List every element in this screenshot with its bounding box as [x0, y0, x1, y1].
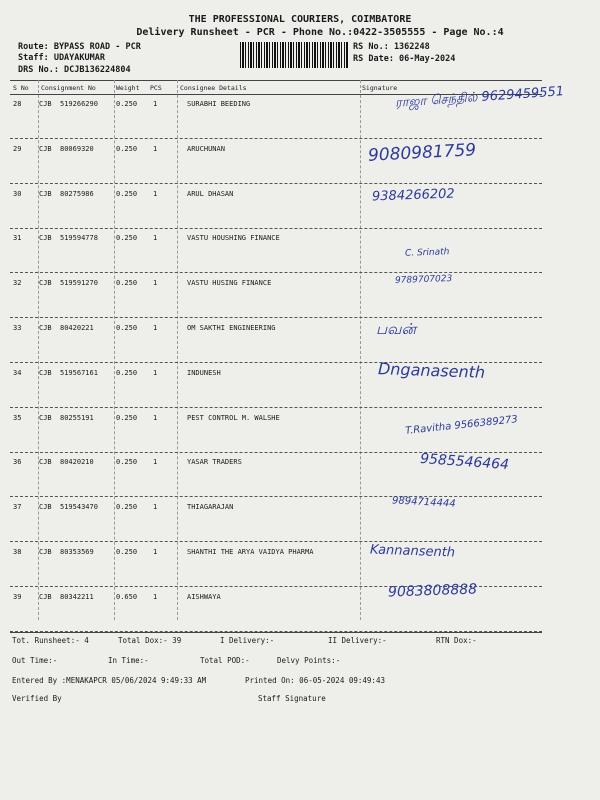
- column-divider: [360, 80, 361, 620]
- row-signature: T.Ravitha 9566389273: [404, 413, 519, 437]
- row-weight: 0.250: [116, 368, 138, 377]
- ii-delivery: II Delivery:-: [328, 636, 387, 645]
- row-consignee: ARUCHUNAN: [187, 144, 225, 153]
- row-signature: 9384266202: [371, 186, 455, 205]
- rs-number: RS No.: 1362248: [353, 42, 430, 52]
- row-weight: 0.250: [116, 413, 138, 422]
- row-consignee: AISHWAYA: [187, 592, 221, 601]
- row-weight: 0.250: [116, 144, 138, 153]
- in-time: In Time:-: [108, 656, 149, 665]
- row-prefix: CJB: [39, 368, 52, 377]
- row-divider: [10, 541, 542, 542]
- column-divider: [177, 80, 178, 620]
- row-prefix: CJB: [39, 100, 52, 108]
- row-pcs: 1: [153, 100, 158, 108]
- row-weight: 0.250: [116, 324, 138, 332]
- total-dox: Total Dox:- 39: [118, 636, 182, 645]
- row-consignment-no: 80275986: [60, 189, 94, 198]
- row-divider: [10, 496, 542, 497]
- route-text: Route: BYPASS ROAD - PCR: [18, 42, 141, 52]
- row-pcs: 1: [153, 413, 158, 422]
- row-signature: பவன்: [376, 320, 417, 338]
- row-sno: 35: [13, 413, 22, 422]
- row-divider: [10, 317, 542, 318]
- row-signature: Dnganasenth: [377, 358, 486, 382]
- row-sno: 31: [13, 234, 22, 243]
- row-pcs: 1: [153, 189, 158, 198]
- row-signature: 9789707023: [394, 274, 453, 287]
- row-pcs: 1: [153, 368, 158, 377]
- company-title: THE PROFESSIONAL COURIERS, COIMBATORE: [188, 14, 412, 25]
- row-sno: 32: [13, 279, 22, 288]
- col-consignee: Consignee Details: [180, 84, 247, 92]
- row-pcs: 1: [153, 144, 158, 153]
- verified-by: Verified By: [12, 694, 62, 703]
- row-prefix: CJB: [39, 234, 52, 243]
- col-sno: S No: [13, 84, 29, 92]
- row-consignee: VASTU HOUSHING FINANCE: [187, 234, 280, 243]
- rtn-dox: RTN Dox:-: [436, 636, 477, 645]
- row-sno: 34: [13, 368, 22, 377]
- printed-on: Printed On: 06-05-2024 09:49:43: [245, 676, 385, 685]
- row-consignment-no: 519591270: [60, 279, 98, 288]
- row-sno: 36: [13, 458, 22, 467]
- row-sno: 37: [13, 503, 22, 512]
- row-weight: 0.650: [116, 592, 138, 601]
- row-sno: 29: [13, 144, 22, 153]
- row-consignee: SURABHI BEEDING: [187, 100, 251, 108]
- row-consignment-no: 519543470: [60, 503, 98, 512]
- row-prefix: CJB: [39, 189, 52, 198]
- row-prefix: CJB: [39, 413, 52, 422]
- row-consignment-no: 80255191: [60, 413, 94, 422]
- row-consignment-no: 519266290: [60, 100, 98, 108]
- tot-runsheet: Tot. Runsheet:- 4: [12, 636, 89, 645]
- row-pcs: 1: [153, 458, 158, 467]
- row-weight: 0.250: [116, 100, 138, 108]
- table-bottom-border: [10, 632, 542, 633]
- col-consignment: Consignment No: [41, 84, 96, 92]
- row-pcs: 1: [153, 279, 158, 288]
- row-divider: [10, 452, 542, 453]
- row-consignment-no: 80353569: [60, 548, 94, 556]
- row-pcs: 1: [153, 592, 158, 601]
- row-prefix: CJB: [39, 144, 52, 153]
- barcode: [240, 42, 348, 68]
- delvy-points: Delvy Points:-: [277, 656, 341, 665]
- out-time: Out Time:-: [12, 656, 58, 665]
- row-consignment-no: 80420221: [60, 324, 94, 332]
- col-signature: Signature: [362, 84, 398, 92]
- row-sno: 28: [13, 100, 22, 108]
- drs-number: DRS No.: DCJB136224804: [18, 65, 131, 75]
- row-sno: 30: [13, 189, 22, 198]
- row-consignment-no: 80420210: [60, 458, 94, 467]
- i-delivery: I Delivery:-: [220, 636, 275, 645]
- row-consignee: THIAGARAJAN: [187, 503, 234, 512]
- row-divider: [10, 272, 542, 273]
- row-weight: 0.250: [116, 279, 138, 288]
- row-signature: 9585546464: [419, 451, 510, 474]
- row-weight: 0.250: [116, 189, 138, 198]
- col-pcs: PCS: [150, 84, 162, 92]
- row-consignment-no: 80342211: [60, 592, 94, 601]
- row-signature: 9083808888: [387, 581, 478, 601]
- row-prefix: CJB: [39, 503, 52, 512]
- row-prefix: CJB: [39, 324, 52, 332]
- row-pcs: 1: [153, 548, 158, 556]
- row-consignment-no: 519594778: [60, 234, 98, 243]
- row-pcs: 1: [153, 234, 158, 243]
- row-prefix: CJB: [39, 548, 52, 556]
- row-divider: [10, 138, 542, 139]
- rs-date: RS Date: 06-May-2024: [353, 54, 456, 64]
- row-consignee: VASTU HUSING FINANCE: [187, 279, 272, 288]
- col-weight: Weight: [116, 84, 140, 92]
- staff-signature: Staff Signature: [258, 694, 326, 703]
- row-weight: 0.250: [116, 503, 138, 512]
- runsheet-subtitle: Delivery Runsheet - PCR - Phone No.:0422-3505555 - Page No.:4: [136, 27, 504, 38]
- row-sno: 33: [13, 324, 22, 332]
- row-divider: [10, 183, 542, 184]
- row-prefix: CJB: [39, 592, 52, 601]
- row-divider: [10, 228, 542, 229]
- row-prefix: CJB: [39, 458, 52, 467]
- row-weight: 0.250: [116, 458, 138, 467]
- row-weight: 0.250: [116, 548, 138, 556]
- column-divider: [38, 80, 39, 620]
- column-divider: [114, 80, 115, 620]
- table-top-border: [10, 80, 542, 81]
- row-consignment-no: 519567161: [60, 368, 98, 377]
- row-consignee: INDUNESH: [187, 368, 221, 377]
- row-signature: 9894714444: [391, 495, 456, 510]
- row-weight: 0.250: [116, 234, 138, 243]
- row-pcs: 1: [153, 324, 158, 332]
- row-sno: 38: [13, 548, 22, 556]
- row-prefix: CJB: [39, 279, 52, 288]
- row-consignee: ARUL DHASAN: [187, 189, 234, 198]
- row-signature: Kannansenth: [369, 542, 456, 561]
- row-signature: C. Srinath: [404, 247, 450, 260]
- row-signature: ராஜா செந்தில் 9629459551: [394, 84, 565, 111]
- row-consignee: SHANTHI THE ARYA VAIDYA PHARMA: [187, 548, 314, 556]
- row-consignee: PEST CONTROL M. WALSHE: [187, 413, 280, 422]
- row-pcs: 1: [153, 503, 158, 512]
- row-consignment-no: 80069320: [60, 144, 94, 153]
- total-pod: Total POD:-: [200, 656, 250, 665]
- row-divider: [10, 407, 542, 408]
- row-consignee: YASAR TRADERS: [187, 458, 242, 467]
- staff-text: Staff: UDAYAKUMAR: [18, 53, 105, 63]
- entered-by: Entered By :MENAKAPCR 05/06/2024 9:49:33 AM: [12, 676, 207, 685]
- row-consignee: OM SAKTHI ENGINEERING: [187, 324, 276, 332]
- row-sno: 39: [13, 592, 22, 601]
- row-signature: 9080981759: [367, 139, 477, 166]
